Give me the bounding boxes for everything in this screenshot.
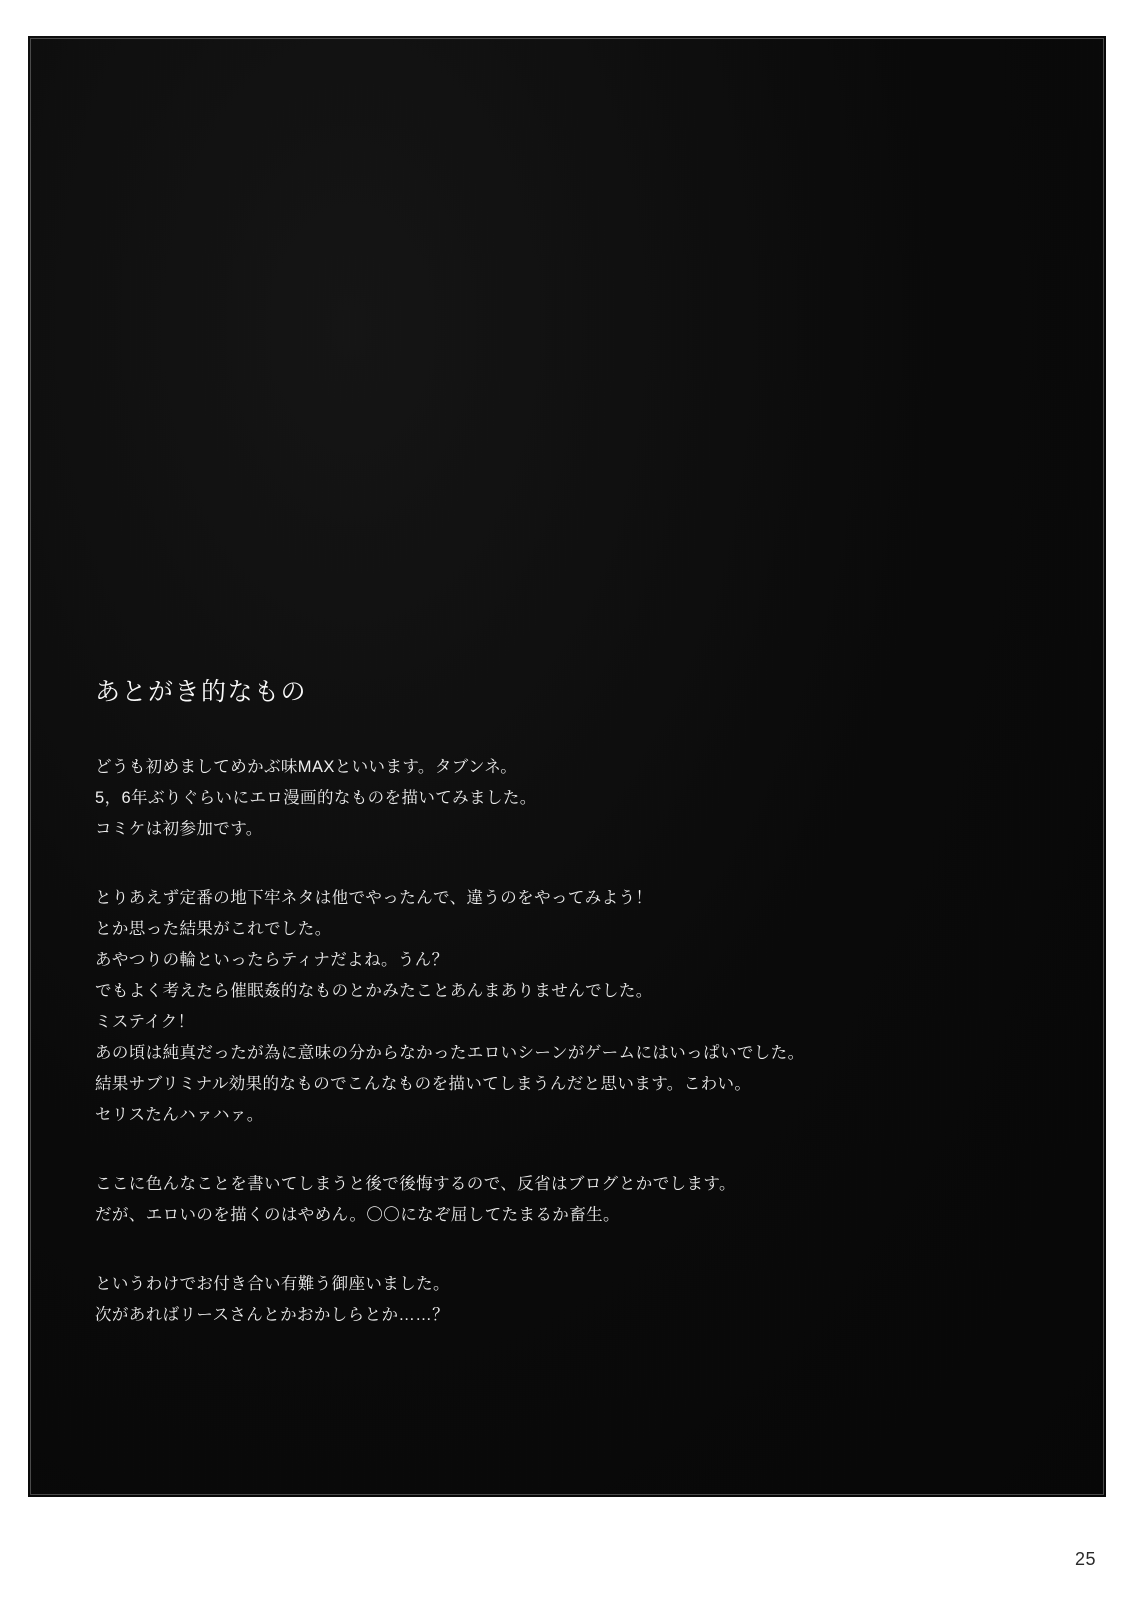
afterword-paragraph: [95, 752, 995, 845]
afterword-line: ここに色んなことを書いてしまうと後で後悔するので、反省はブログとかでします。: [95, 1175, 736, 1193]
afterword-line: 5，6年ぶりぐらいにエロ漫画的なものを描いてみました。: [95, 789, 537, 807]
afterword-line: というわけでお付き合い有難う御座いました。: [95, 1275, 450, 1293]
page-number: 25: [1074, 1549, 1096, 1569]
afterword-line: 次があればリースさんとかおかしらとか……？: [95, 1306, 450, 1324]
afterword-paragraph: [95, 1169, 995, 1231]
afterword-paragraph: [95, 1269, 995, 1331]
afterword-line: だが、エロいのを描くのはやめん。〇〇になぞ屈してたまるか畜生。: [95, 1206, 620, 1224]
afterword-line: どうも初めましてめかぶ味MAXといいます。タブンネ。: [95, 758, 518, 776]
afterword-line: でもよく考えたら催眠姦的なものとかみたことあんまありませんでした。: [95, 982, 653, 1000]
afterword-line: 結果サブリミナル効果的なものでこんなものを描いてしまうんだと思います。こわい。: [95, 1075, 752, 1093]
afterword-line: セリスたんハァハァ。: [95, 1106, 264, 1124]
afterword-line: あやつりの輪といったらティナだよね。うん？: [95, 951, 449, 969]
afterword-section: [95, 672, 995, 1331]
afterword-line: コミケは初参加です。: [95, 820, 263, 838]
afterword-line: とりあえず定番の地下牢ネタは他でやったんで、違うのをやってみよう！: [95, 889, 653, 907]
afterword-title: あとがき的なもの: [95, 678, 308, 706]
afterword-paragraph: [95, 883, 995, 1131]
afterword-line: とか思った結果がこれでした。: [95, 920, 332, 938]
afterword-line: あの頃は純真だったが為に意味の分からなかったエロいシーンがゲームにはいっぱいでした。: [95, 1044, 805, 1062]
afterword-line: ミステイク！: [95, 1013, 195, 1031]
